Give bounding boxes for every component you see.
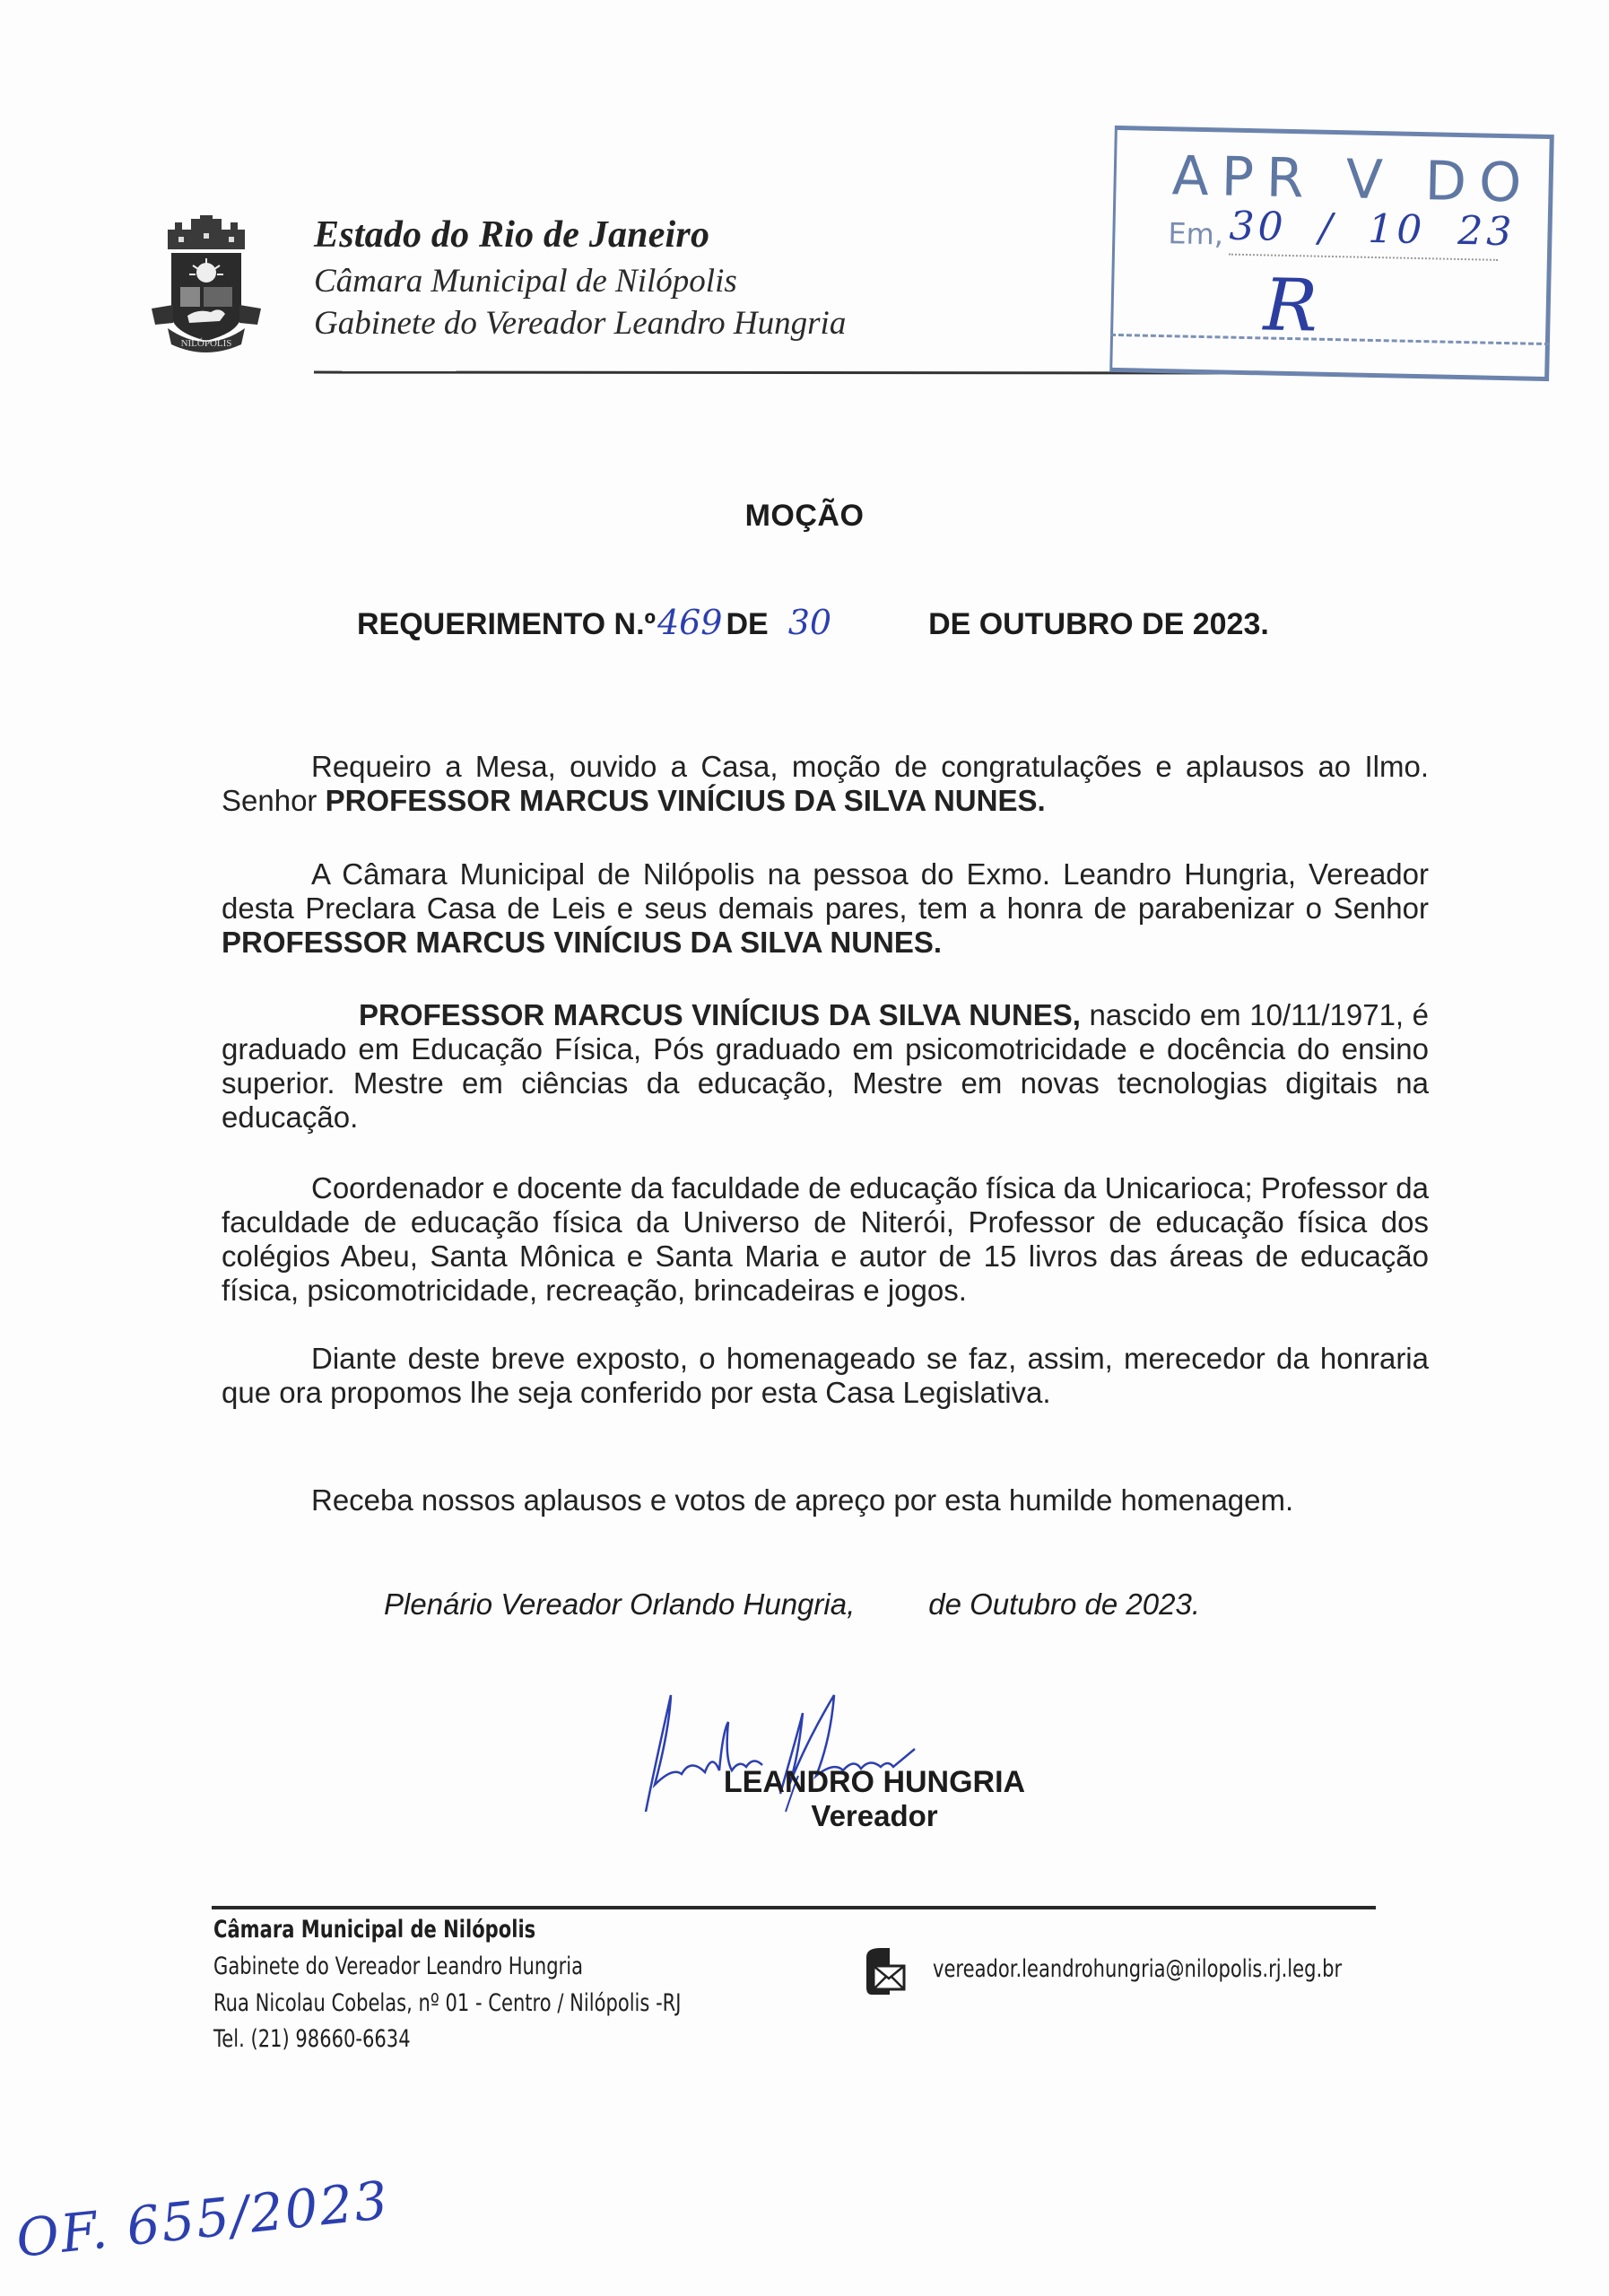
paragraph [222, 750, 1429, 818]
handwritten-office-number: OF. 655/2023 [13, 2169, 393, 2269]
requerimento-prefix: REQUERIMENTO N.º [357, 607, 656, 641]
paragraph [222, 1342, 1429, 1410]
paragraph [222, 998, 1429, 1135]
place-name: Plenário Vereador Orlando Hungria, [384, 1587, 856, 1621]
footer-address: Rua Nicolau Cobelas, nº 01 - Centro / Nilópolis -RJ [213, 1989, 682, 2017]
paragraph-text: A Câmara Municipal de Nilópolis na pessoa do Exmo. Leandro Hungria, Vereador desta Preclara Casa de Leis e seus demais pares, tem a honra de parabenizar o Senhor [222, 857, 1429, 925]
paragraph-text: Receba nossos aplausos e votos de apreço por esta humilde homenagem. [311, 1483, 1294, 1517]
crest-label: NILÓPOLIS [180, 338, 232, 349]
footer-email[interactable]: vereador.leandrohungria@nilopolis.rj.leg.br [933, 1955, 1343, 1983]
stamp-date: 30 / 10 23 [1229, 203, 1516, 256]
requerimento-line [357, 603, 1269, 642]
paragraph-text: Diante deste breve exposto, o homenageado se faz, assim, merecedor da honraria que ora propomos lhe seja conferido por esta Casa Legislativa. [222, 1342, 1429, 1409]
approval-stamp [1109, 126, 1554, 381]
paragraph [222, 1171, 1429, 1308]
document-type-title: MOÇÃO [744, 499, 865, 533]
requerimento-de: DE [726, 607, 769, 641]
signatory-role: Vereador [811, 1799, 938, 1832]
paragraph [222, 1483, 1429, 1518]
letterhead-state: Estado do Rio de Janeiro [314, 214, 710, 256]
requerimento-number: 469 [657, 603, 723, 642]
honoree-name: PROFESSOR MARCUS VINÍCIUS DA SILVA NUNES. [325, 784, 1046, 817]
honoree-name: PROFESSOR MARCUS VINÍCIUS DA SILVA NUNES. [222, 926, 943, 959]
paragraph [222, 857, 1429, 960]
paragraph-text: Coordenador e docente da faculdade de educação física da Unicarioca; Professor da faculdade de educação física da Universo de Niterói, Professor de educação física dos colégios Abeu, Santa Mônica e Santa Maria e autor de 15 livros das áreas de educação física, psicomotricidade, recreação, brincadeiras e jogos. [222, 1171, 1429, 1307]
footer-chamber: Câmara Municipal de Nilópolis [213, 1916, 536, 1944]
paragraph-text: Requeiro a Mesa, ouvido a Casa, moção de congratulações e aplausos ao Ilmo. Senhor [222, 750, 1429, 817]
requerimento-suffix: DE OUTUBRO DE 2023. [928, 607, 1269, 641]
honoree-name: PROFESSOR MARCUS VINÍCIUS DA SILVA NUNES, [359, 998, 1081, 1031]
envelope-icon [863, 1948, 915, 1995]
letterhead-office: Gabinete do Vereador Leandro Hungria [314, 305, 847, 342]
signatory-name: LEANDRO HUNGRIA [723, 1765, 1026, 1799]
coat-of-arms-icon [148, 213, 265, 355]
place-date-line [384, 1587, 1200, 1622]
stamp-em-prefix: Em, [1168, 216, 1224, 252]
stamp-label: APR V DO [1171, 144, 1535, 215]
requerimento-day: 30 [787, 603, 832, 642]
footer-divider [212, 1906, 1376, 1909]
footer-office: Gabinete do Vereador Leandro Hungria [213, 1952, 584, 1980]
date-text: de Outubro de 2023. [928, 1587, 1200, 1621]
footer-phone: Tel. (21) 98660-6634 [213, 2025, 411, 2053]
paragraph-text: nascido em 10/11/1971, é graduado em Educação Física, Pós graduado em psicomotricidade e docência do ensino superior. Mestre em ciências da educação, Mestre em novas tecnologias digitais na educação. [222, 998, 1429, 1134]
letterhead-chamber: Câmara Municipal de Nilópolis [314, 263, 737, 300]
stamp-initial: R [1262, 263, 1318, 348]
